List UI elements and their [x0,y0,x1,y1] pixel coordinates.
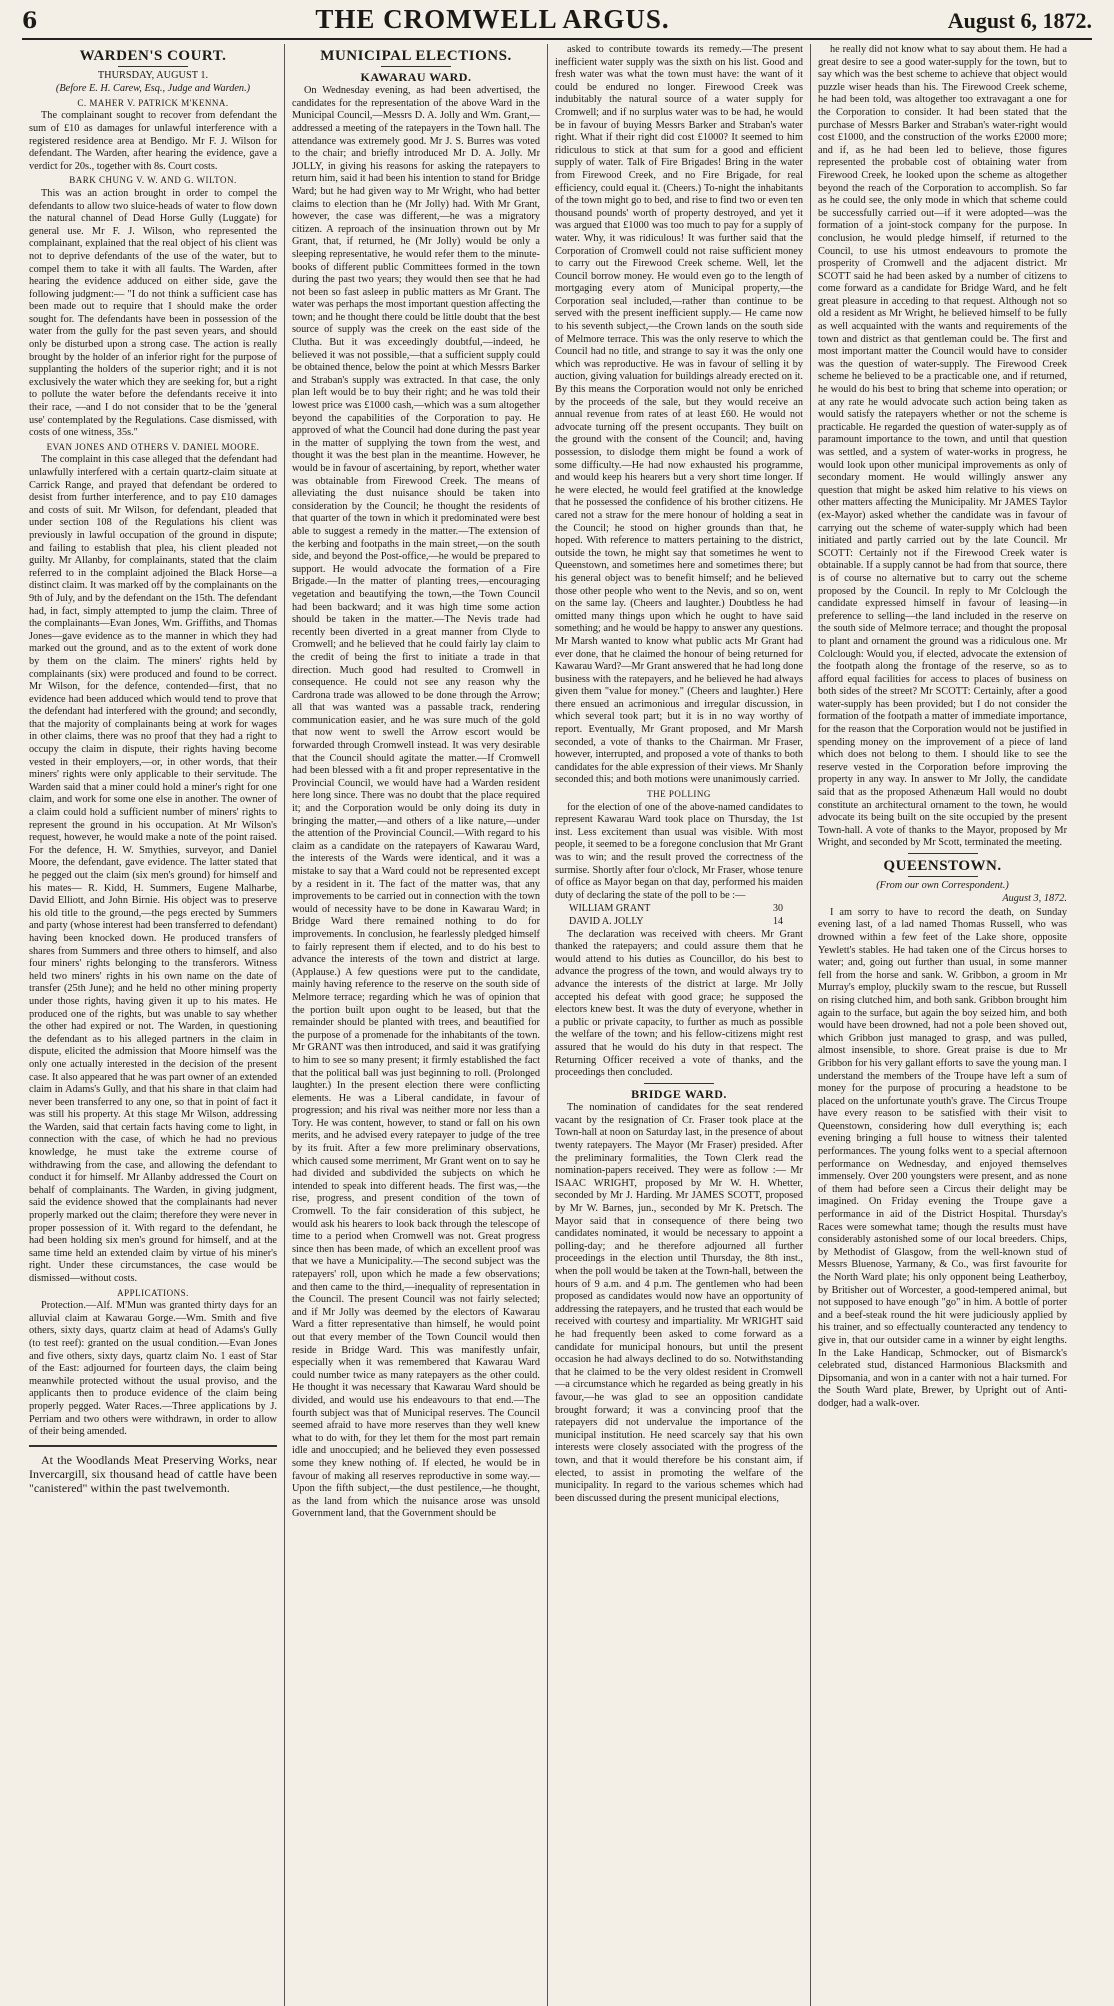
case-title: BARK CHUNG V. W. AND G. WILTON. [69,175,237,186]
issue-date: August 6, 1872. [947,8,1092,33]
divider [29,1445,277,1447]
article-text: asked to contribute towards its remedy.—The present inefficient water supply was the sixth on his list. Good and fresh water was what the town must have: the want of it could be endured no longer. Firewood Creek was indubitably the natural source of a water supply for Cromwell; and if no surplus water was to be had, he would be in favour of buying Messrs Barker and Straban's water right. What if their right did cost £1000? It seemed to him ridiculous to stick at that sum for a good and efficient supply of water. Talk of Fire Brigades! Bring in the water from Firewood Creek, and no Fire Brigade, for real efficiency, could equal it. (Cheers.) To-night the inhabitants of the town might go to bed, and rise to find two or even ten thousand pounds' worth of property destroyed, and yet it was argued that £1000 was too much to pay for a supply of water. Why, it was ridiculous! It was further said that the Corporation of Cromwell could not raise sufficient money to carry out the Firewood Creek scheme. Well, let the Council borrow money. He would even go to the length of mortgaging every atom of Municipal property,—the Corporation seal included,—rather than continue to be served with the present inefficient supply.— He came now to his seventh subject,—the Crown lands on the south side of Melmore terrace. This was the only reserve to which the Council had no title, and strange to say it was the only one which was reproductive. He was in favour of selling it by auction, giving valuation for buildings already erected on it. By this means the Corporation would not only be enriched by the proceeds of the sale, but they would receive an annual revenue from rates of at least £60. He would not advocate turning off the present occupants. They built on the ground with the consent of the Council; and, having possession, to dislodge them might be found a work of some difficulty.—He had now exhausted his programme, and would keep his hearers but a very short time longer. If he were elected, he would feel gratified at the knowledge that he possessed the confidence of his brother citizens. He cared not a straw for the mere honour of holding a seat in the Council; he stood on higher grounds than that, he hoped. With reference to matters pertaining to the district, outside the town, he might say that sometimes he went to Queenstown, and sometimes here and sometimes there; but his general object was to benefit himself; and he believed those other people who went to the Nevis, and so on, went on the same lay. (Cheers and laughter.) Doubtless he had omitted many things upon which he ought to have said something; and he would be happy to answer any questions. Mr Marsh wanted to know what public acts Mr Grant had ever done, that he claimed the honour of being returned for Kawarau Ward?—Mr Grant answered that he had long done business with the ratepayers, and he believed he had always given them "value for money." (Cheers and laughter.) Here there ensued an acrimonious and irregular discussion, in which several took part; but it is in no way worthy of report. Eventually, Mr Grant proposed, and Mr Marsh seconded, a vote of thanks to the Chairman. Mr Fraser, however, interrupted, and proposed a vote of thanks to both candidates for the able expression of their views. Mr Shanly seconded this; and both motions were unanimously carried. [555,44,803,786]
article-text: for the election of one of the above-named candidates to represent Kawarau Ward took place on Thursday, the 1st inst. Less excitement than usual was visible. With most people, it seemed to be a foregone conclusion that Mr Grant was to win; and the result proved the correctness of the surmise. Shortly after four o'clock, Mr Fraser, whose tenure of office as Mayor began on that day, performed his maiden duty of declaring the state of the poll to be :— [555,801,803,901]
court-before: (Before E. H. Carew, Esq., Judge and Warden.) [55,83,251,95]
poll-candidate: DAVID A. JOLLY [569,915,644,927]
case-title: EVAN JONES AND OTHERS V. DANIEL MOORE. [46,441,260,452]
divider [118,66,188,67]
queenstown-heading: QUEENSTOWN. [883,858,1002,874]
woodlands-paragraph: At the Woodlands Meat Preserving Works, near Invercargill, six thousand head of cattle have been "canistered" within the past twelvemonth. [29,1452,277,1495]
columns [22,44,1092,2006]
case-text: This was an action brought in order to compel the defendants to allow two sluice-heads of water to flow down the natural channel of Dead Horse Gully (Luggate) for general use. Mr F. J. Wilson, who represented the complainant, explained that the real object of his client was not to deprive defendants of the use of the water, but to compel them to take it with all faults. The Warden, after hearing the evidence adduced on either side, gave the following judgment:— "I do not think a sufficient case has been made out to require that I should make the order sought for. The defendants have been in possession of the water from the gully for the past seven years, and should only be disturbed upon a strong case. The action is really brought by the holder of an inferior right for the purpose of supplanting the holders of the superior right; and it is not exclusively the water which they are seeking for, but a right to pollute the water before the defendants receive it into their race, —and I do not consider that to be the 'general use' contemplated by the Regulations. Case dismissed, with costs of one witness, 35s." [29,187,277,439]
masthead [22,4,1092,40]
poll-candidate: WILLIAM GRANT [569,903,651,915]
paper-title: THE CROMWELL ARGUS. [315,4,670,34]
case-text: The complainant sought to recover from defendant the sum of £10 as damages for unlawful interference with a registered residence area at Bendigo. Mr F. J. Wilson for defendant. The Warden, after hearing the evidence, gave a verdict for 20s., together with 8s. Court costs. [29,110,277,172]
divider [908,853,978,854]
polling-title: THE POLLING [647,789,711,800]
column-queenstown [811,44,1074,2006]
divider [381,66,451,67]
applications-title: APPLICATIONS. [117,1287,189,1298]
column-municipal-elections [285,44,548,2006]
case-title: C. MAHER V. PATRICK M'KENNA. [77,97,229,108]
column-wardens-court [22,44,285,2006]
bridge-ward-heading: BRIDGE WARD. [631,1086,727,1101]
article-text: he really did not know what to say about them. He had a great desire to see a good water-supply for the town, but to say which was the best scheme to achieve that object would puzzle wiser heads than his. The Firewood Creek scheme, he had been told, was altogether too extravagant a one for the Corporation to consider. It had been stated that the purchase of Messrs Barker and Straban's water-right would cost £1000, and the construction of the works £2000 more; and if, as he had been led to believe, those figures represented the probable cost of obtaining water from Firewood Creek, he looked upon the scheme as altogether beyond the reach of the Corporation to accomplish. So far as he could see, the only mode in which that scheme could be successfully carried out—if it were adopted—was the formation of a joint-stock company for the purpose. In conclusion, he would pledge himself, if returned to the Council, to use his utmost endeavours to promote the prosperity of Cromwell and the adjacent district. Mr SCOTT said he had been asked by a number of citizens to come forward as a candidate for Bridge Ward, and he felt great pleasure in acceding to that request. Although not so old a resident as Mr Wright, he believed himself to be fully as well acquainted with the wants and requirements of the town and district as that gentleman could be. The first and most important matter the Council would have to consider was the question of water-supply. The Firewood Creek scheme he believed to be a practicable one, and if returned, he would do his best to bring that scheme into operation; or at any rate he would advocate such action being taken as would satisfy the ratepayers whether or not the scheme is practicable. He regarded the question of water-supply as of paramount importance to the town, and until that question was settled, and a system of water-works in progress, he would look upon other municipal improvements as only of secondary moment. He would willingly answer any question that might be asked him relative to his views on other matters affecting the Municipality. Mr JAMES Taylor (ex-Mayor) asked whether the candidate was in favour of carrying out the scheme of water-supply which had been initiated and partly carried out by the late Council. Mr SCOTT: Certainly not if the Firewood Creek water is obtainable. If a supply cannot be had from that source, there is of course no alternative but to carry out the scheme proposed by the Council. In reply to Mr Colclough the candidate expressed himself in favour of leasing—in preference to selling—the land included in the reserve on the south side of Melmore terrace; and thought the proposal to plant and ornament the ground was a ridiculous one. Mr Colclough: Would you, if elected, advocate the extension of the footpath along the frontage of the reserve, so as to afford equal facilities for access to places of business on both sides of the street? Mr SCOTT: Certainly, after a good water-supply has been provided; but I do not consider the formation of the footpath a matter of immediate importance, for the reason that the Corporation would not be justified in spending money on the improvement of a piece of land which does not belong to them. I should like to see the reserve vested in the Corporation before improving the property in any way. In answer to Mr Jolly, the candidate said that as the proposed Athenæum Hall would no doubt constitute an architectural ornament to the town, he would advocate its being built on the site occupied by the present Town-hall. A vote of thanks to the Mayor, proposed by Mr Wright, and seconded by Mr Scott, terminated the meeting. [818,44,1067,849]
poll-votes: 30 [773,903,783,915]
article-text: I am sorry to have to record the death, on Sunday evening last, of a lad named Thomas Russell, who was drowned within a few feet of the Lake shore, opposite Yewlett's stables. He had taken one of the Circus horses to water; and, going out further than usual, in some manner fell from the horse and sank. W. Gribbon, a groom in Mr Murray's employ, pluckily swam to the rescue, but Russell on rising clutched him, and both sank. Gribbon brought him again to the surface, but again the boy seized him, and both would have been drowned, had not a pole been shoved out, which Gribbon just managed to grasp, and was pulled, almost insensible, to shore. Great praise is due to Mr Gribbon for his very gallant efforts to save the young man. I understand the members of the Troupe have left a sum of money for the purpose of procuring a headstone to be placed on the unfortunate youth's grave. The Circus Troupe have every reason to be satisfied with their visit to Queenstown, considering how dull everything is; each evening bringing a full house to witness their talented performances. The young folks went to a special afternoon performance on Wednesday, and enjoyed themselves immensely. Over 200 youngsters were present, and as none of them had before seen a Circus their delight may be imagined. On Friday evening the Troupe gave a performance in aid of the District Hospital. Thursday's Races were somewhat tame; though the results must have considerably astonished some of our local breeders. Chips, by Methodist of Glasgow, from the well-known stud of Messrs Bluenose, Yarmany, & Co., was first favourite for the North Ward plate; his only opponent being Leatherboy, by Britisher out of Worcester, a good-tempered animal, but not supposed to have enough "go" in him. A bottle of porter and a beef-steak round the hit were judiciously applied by his trainer, and so effectually counteracted any tendency to give in, that our outsider came in a winner by eight lengths. In the Lake Handicap, Schmocker, out of Bismarck's celebrated stud, distanced Harmonious Blacksmith and Dipsomania, and won in a canter with not a hair turned. For the South Ward plate, Brewer, by Upright out of Anti-dodger, had a walk-over. [818,906,1067,1409]
wardens-court-heading: WARDEN'S COURT. [79,48,227,64]
municipal-elections-heading: MUNICIPAL ELECTIONS. [320,48,512,64]
divider [644,1083,714,1084]
applications-text: Protection.—Alf. M'Mun was granted thirty days for an alluvial claim at Kawarau Gorge.—Wm. Smith and five others, sixty days, quartz claim at head of Adams's Gully (to test reef): granted on the usual condition.—Evan Jones and five others, sixty days, quartz claim No. 1 east of Star of the East: adjourned for fourteen days, the claim being meanwhile protected without the usual proviso, and the applicants then to produce evidence of the claim being properly pegged. Water Races.—Three applications by J. Perriam and two others were withdrawn, in order to allow of their being amended. [29,1300,277,1438]
article-text: The nomination of candidates for the seat rendered vacant by the resignation of Cr. Fraser took place at the Town-hall at noon on Saturday last, in the presence of about twenty ratepayers. The Mayor (Mr Fraser) presided. After the preliminary formalities, the Town Clerk read the nomination-papers received. They were as follow :— Mr ISAAC WRIGHT, proposed by Mr W. H. Whetter, seconded by Mr J. Harding. Mr JAMES SCOTT, proposed by Mr W. Barnes, jun., seconded by Mr K. Pretsch. The Mayor said that in consequence of there being two candidates nominated, it would be necessary to appoint a polling-day; and he therefore adjourned all further proceedings in the election until Thursday, the 8th inst., when the poll would be taken at the Town-hall, between the hours of 9 a.m. and 4 p.m. The gentlemen who had been proposed as candidates would now have an opportunity of addressing the ratepayers, and he trusted that each would be received with courtesy and impartiality. Mr WRIGHT said he had frequently been asked to come forward as a candidate for municipal honours, but until the present occasion he had always declined to do so. Notwithstanding that he claimed to be the very oldest resident in Cromwell—a circumstance which he regarded as being greatly in his favour,—he was glad to see an opposition candidate brought forward; it was a convincing proof that the ratepayers did not undervalue the importance of the municipal institution. He need scarcely say that his own interests were closely associated with the progress of the town, and that it would therefore be his constant aim, if elected, to assist in promoting the welfare of the municipality. In regard to the various schemes which had been discussed during the present municipal elections, [555,1102,803,1504]
poll-votes: 14 [773,915,783,927]
court-date: THURSDAY, AUGUST 1. [97,69,209,81]
correspondent-line: (From our own Correspondent.) [876,879,1009,891]
kawarau-ward-heading: KAWARAU WARD. [360,69,472,84]
dateline: August 3, 1872. [1002,893,1067,905]
poll-row [555,916,803,929]
column-elections-continued [548,44,811,2006]
divider [908,876,978,877]
article-text: The declaration was received with cheers. Mr Grant thanked the ratepayers; and could assure them that he would attend to his duties as Councillor, do his best to advance the progress of the town, and would always try to advance the interests of the district at large. Mr Jolly accepted his defeat with good grace; he supposed the electors knew best. It was the duty of everyone, whether in a public or private capacity, to further as much as possible the welfare of the town; and his fellow-citizens might rest assured that he would do his duty in that respect. The Returning Officer received a vote of thanks, and the proceedings then concluded. [555,928,803,1079]
article-text: On Wednesday evening, as had been advertised, the candidates for the representation of the above Ward in the Municipal Council,—Messrs D. A. Jolly and Wm. Grant,—addressed a meeting of the ratepayers in the Town hall. The attendance was extremely good. Mr J. S. Burres was voted to the chair; and briefly introduced Mr D. A. Jolly. Mr JOLLY, in giving his reasons for asking the ratepayers to return him, said it had been his intention to stand for Bridge Ward; but he had given way to Mr Wright, who had better claims to election than he (Mr Jolly) had. With Mr Grant, however, the case was different,—he was a migratory citizen. A reproach of the insinuation thrown out by Mr Grant, that, if returned, he (Mr Jolly) would be only a sleeping representative, he would refer them to the minute-books of different public Committees formed in the town during the past two years; they would then see that he had not been so fast asleep in public matters as Mr Grant. The water was perhaps the most important question affecting the town; and he thought there could be little doubt that the best source of supply was the creek on the east side of the Clutha. But it was exceedingly doubtful,—indeed, he believed it was not possible,—that a sufficient supply could be obtained thence, below the point at which Messrs Barker and Straban's supply was extracted. In that case, the only plan left would be to buy their right; and he was told their lowest price was £1000 cash,—which was a sum altogether beyond the capabilities of the Corporation to pay. He approved of what the Council had done during the past year in the matter of supplying the town from the west, and thought it was the best plan in the meantime. However, he would be in favour of ascertaining, by report, whether water was obtainable from Firewood Creek. The means of alleviating the dust nuisance should be taken into consideration by the Council; he thought the residents of that quarter of the town in which it predominated were best able to suggest a remedy in the matter.—The extension of the kerbing and footpaths in the main street,—on the south side, and beyond the Post-office,—he would be prepared to support. He would advocate the formation of a Fire Brigade.—In the matter of planting trees,—encouraging vegetation and beautifying the town,—the Town Council had been backward; and it was high time some action should be taken in the matter.—The Nevis trade had recently been diverted in a great manner from Clyde to Cromwell; and he believed that he could fairly lay claim to the credit of being the first to initiate a trade in that direction. Much good had resulted to Cromwell in consequence. He could not see any reason why the Cardrona trade was allowed to be done through the Arrow; all that was wanted was a passable track, rendering communication easier, and he was sure much of the gold that now went to swell the Arrow escort would be forwarded through Cromwell instead. It was very desirable that the Council should agitate the matter.—If Cromwell had been blessed with a fit and proper representative in the Provincial Council, we would have had a Warden resident here long since. There was no doubt that the place required it; and the Corporation would be only doing its duty in bringing the matter,—and others of a like nature,—under the attention of the Provincial Council.—With regard to his claim as a candidate on the ratepayers of Kawarau Ward, the interests of the Wards were identical, and it was a mistake to say that a Ward could not be represented except by a resident in it. The fact of the matter was, that any improvements to be carried out in connection with the town would of necessity have to be done in Kawarau Ward; in Bridge Ward there remained nothing to do for improvements. In conclusion, he fearlessly pledged himself to fairly represent them if elected, and to do his best to advance the interests of the town and district at large. (Applause.) A few questions were put to the candidate, mainly having reference to the reserve on the south side of Melmore terrace; regarding which he was of opinion that the portion built upon ought to be leased, but that the remainder should be planted with trees, and beautified for the purpose of a promenade for the inhabitants of the town. Mr GRANT was then introduced, and said it was gratifying to him to see so many present; it firmly established the fact that the political ball was just beginning to roll. (Prolonged laughter.) In the present election there were conflicting elements. He was a Liberal candidate, in favour of progression; and his rival was neither more nor less than a Tory. He was content, however, to stand or fall on his own merits, and he advised every ratepayer to judge of the tree by its fruit. After a few more preliminary observations, which caused some merriment, Mr Grant went on to say he had divided and subdivided the subjects on which he intended to speak into different heads. The first was,—the rise, progress, and present condition of the town of Cromwell. To the fair consideration of this subject, he would ask his hearers to look back through the telescope of time to a period when Cromwell was not. Great progress since then has been made, of which an excellent proof was that we have a Municipality.—The second subject was the ratepayers' roll, upon which he made a few observations; and then came to the third,—inequality of representation in the Council. The present Council was not fairly selected; and if Mr Jolly was deemed by the electors of Kawarau Ward a fitter representative than himself, he would point out that every member of the Town Council would then reside in Bridge Ward. This was manifestly unfair, especially when it was remembered that Kawarau Ward could number twice as many ratepayers as the other could. He thought it was necessary that Kawarau Ward should be divided, and would use his endeavours to that end.—The fourth subject was that of Municipal reserves. The Council seemed afraid to have more reserves than they well knew what to do with, for they let them for the most part remain idle and unoccupied; and he believed they even possessed some they knew nothing of. If elected, he would be in favour of making all reserves reproductive in some way.—Upon the fifth subject,—the dust pestilence,—he thought, as the land from which the nuisance arose was unsold Government land, that the Government should be [292,85,541,1520]
page-number: 6 [22,8,38,34]
case-text: The complaint in this case alleged that the defendant had unlawfully interfered with a certain quartz-claim situate at Carrick Range, and prayed that defendant be ordered to desist from further interference, and to pay £10 damages and costs of suit. Mr Wilson, for defendant, pleaded that under section 108 of the Regulations his client was previously in lawful occupation of the ground in dispute; and failing to establish that plea, his client pleaded not guilty. Mr Allanby, for complainants, stated that the claim referred to in the complaint adjoined the Black Horse—a distinct claim. It was marked off by the complainants on the 9th of July, and by the defendant on the 15th. The defendant had, in fact, simply attempted to jump the claim. Three of the complainants—Evan Jones, Wm. Griffiths, and Thomas Jones—gave evidence as to the manner in which they had marked out the ground, and as to the extent of work done by them on the claim. The miners' rights held by complainants (six) were produced and found to be correct. Mr Wilson, for the defence, contended—first, that no evidence had been adduced which would tend to prove that the defendant had interfered with the ground; and secondly, that the majority of complainants being at work for wages in other claims, there was no proof that they had a right to occupy the claim in dispute, their rights having become vested in their employers,—or, in other words, that their miners' rights were only applicable to their servitude. The Warden said that a miner could hold a miner's right for one claim, and work for some one else in another. The owner of a claim could hold a sufficient number of miners' rights to represent the ground in his occupation. At Mr Wilson's request, however, he would make a note of the point raised. For the defence, H. W. Smythies, surveyor, and Daniel Moore, the defendant, gave evidence. The latter stated that he pegged out the claim (six men's ground) for himself and his mates— R. Kidd, H. Summers, Eugene Malharbe, David Elliott, and John Birnie. His object was to preserve his old title to the ground,—the pegs erected by Summers and party (whose interest had been transferred to defendant) having been knocked down. He produced transfers of shares from Summers and three others to himself, and also four miners' rights belonging to the transferors. Witness held two miners' rights in his own name on the date of transfer (25th June); and he held no other mining property under those rights, having given it up to his mates. He produced one of the rights, but was unable to say whether the other had expired or not. The Warden, in questioning the defendant as to his alleged partners in the claim in dispute, elicited the admission that Moore himself was the only one actually interested in the decision of the present case. It also appeared that he was part owner of an extended claim in Adams's Gully, and that his share in that claim had never been transferred to any one, so that in point of fact it was still his property. At this stage Mr Wilson, addressing the Warden, said that certain facts having come to light, in connection with the case, of which he had no previous knowledge, he must take the extreme course of withdrawing from the case, and allowing the defendant to conduct it for himself. Mr Allanby addressed the Court on behalf of complainants. The Warden, in giving judgment, said the evidence showed that the complainants had never properly marked out the claim; therefore they were never in proper possession of it. With regard to the defendant, he had been holding six men's ground for himself, and at the same time held an extended claim by virtue of his miner's right. Under these circumstances, the case would be dismissed—without costs. [29,454,277,1284]
poll-row [555,903,803,916]
